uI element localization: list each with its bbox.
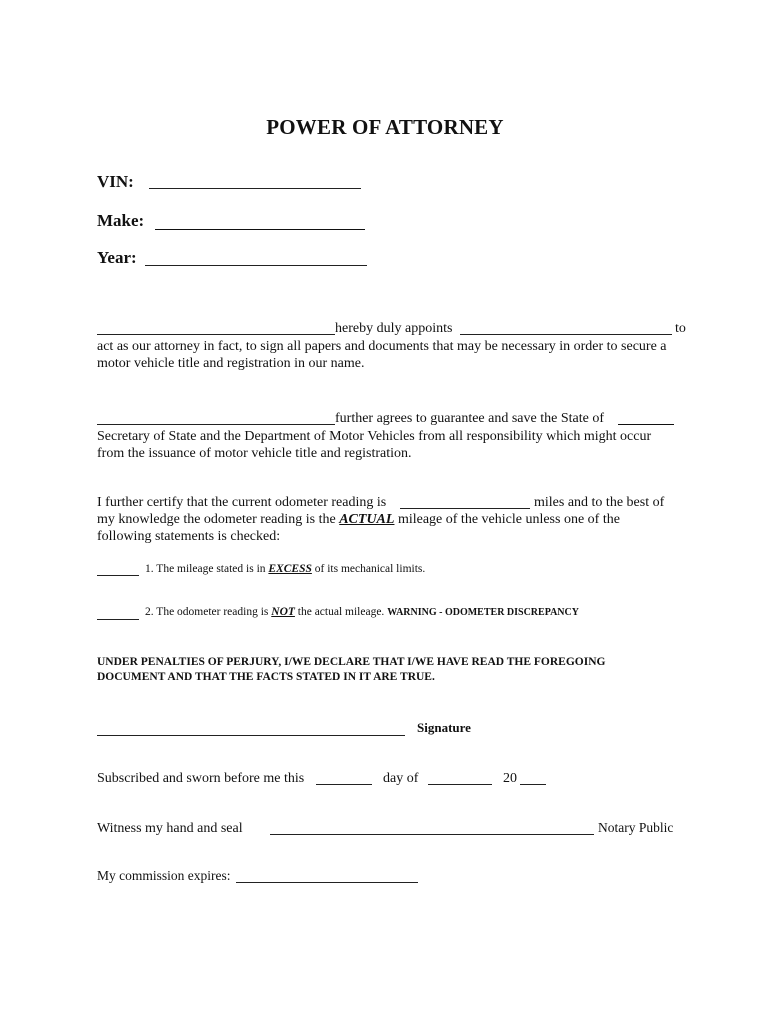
agrees-text: further agrees to guarantee and save the State of <box>335 411 604 426</box>
statement-2 <box>145 606 579 618</box>
subscribed-text: Subscribed and sworn before me this <box>97 771 305 786</box>
day-field[interactable] <box>316 784 372 785</box>
attorney-name-field[interactable] <box>460 334 672 335</box>
para2-line3: from the issuance of motor vehicle title and registration. <box>97 446 412 461</box>
declaration-line2: DOCUMENT AND THAT THE FACTS STATED IN IT ARE TRUE. <box>97 671 435 683</box>
actual-emphasis: ACTUAL <box>339 512 395 527</box>
year-suffix-field[interactable] <box>520 784 546 785</box>
statement-1-suffix: of its mechanical limits. <box>314 563 426 575</box>
guarantor-name-field[interactable] <box>97 424 335 425</box>
year-field[interactable] <box>145 265 367 266</box>
para3-line3: following statements is checked: <box>97 529 281 544</box>
para3-line1b: miles and to the best of <box>534 495 665 510</box>
statement-1-prefix: 1. The mileage stated is in <box>145 563 266 575</box>
signature-line[interactable] <box>97 735 405 736</box>
para3-line1a: I further certify that the current odometer reading is <box>97 495 387 510</box>
appoints-text: hereby duly appoints <box>335 321 453 336</box>
vin-field[interactable] <box>149 188 361 189</box>
declaration-line1: UNDER PENALTIES OF PERJURY, I/WE DECLARE THAT I/WE HAVE READ THE FOREGOING <box>97 656 606 668</box>
to-text: to <box>675 321 686 336</box>
signature-label: Signature <box>417 720 471 735</box>
year-prefix-text: 20 <box>503 771 517 786</box>
notary-signature-field[interactable] <box>270 834 594 835</box>
para3-line2 <box>97 511 620 528</box>
state-field[interactable] <box>618 424 674 425</box>
para1-line3: motor vehicle title and registration in our name. <box>97 356 365 371</box>
excess-emphasis: EXCESS <box>268 563 312 575</box>
month-field[interactable] <box>428 784 492 785</box>
document-title: POWER OF ATTORNEY <box>266 115 504 139</box>
not-emphasis: NOT <box>271 606 295 618</box>
vin-label: VIN: <box>97 172 134 191</box>
statement-1 <box>145 563 425 575</box>
witness-text: Witness my hand and seal <box>97 821 243 836</box>
para3-line2a: my knowledge the odometer reading is the <box>97 512 336 527</box>
day-of-text: day of <box>383 771 419 786</box>
para3-line2b: mileage of the vehicle unless one of the <box>397 512 620 527</box>
grantor-name-field[interactable] <box>97 334 335 335</box>
commission-expiry-field[interactable] <box>236 882 418 883</box>
statement-2-check[interactable] <box>97 619 139 620</box>
make-field[interactable] <box>155 229 365 230</box>
statement-2-suffix: the actual mileage. <box>297 606 385 618</box>
para2-line2: Secretary of State and the Department of Motor Vehicles from all responsibility which might occur <box>97 429 652 444</box>
statement-1-check[interactable] <box>97 575 139 576</box>
notary-public-label: Notary Public <box>598 820 674 835</box>
para1-line2: act as our attorney in fact, to sign all papers and documents that may be necessary in order to secure a <box>97 339 667 354</box>
odometer-field[interactable] <box>400 508 530 509</box>
statement-2-prefix: 2. The odometer reading is <box>145 606 269 618</box>
make-label: Make: <box>97 211 145 230</box>
odometer-warning: WARNING - ODOMETER DISCREPANCY <box>387 607 579 618</box>
year-label: Year: <box>97 248 137 267</box>
commission-text: My commission expires: <box>97 868 231 883</box>
